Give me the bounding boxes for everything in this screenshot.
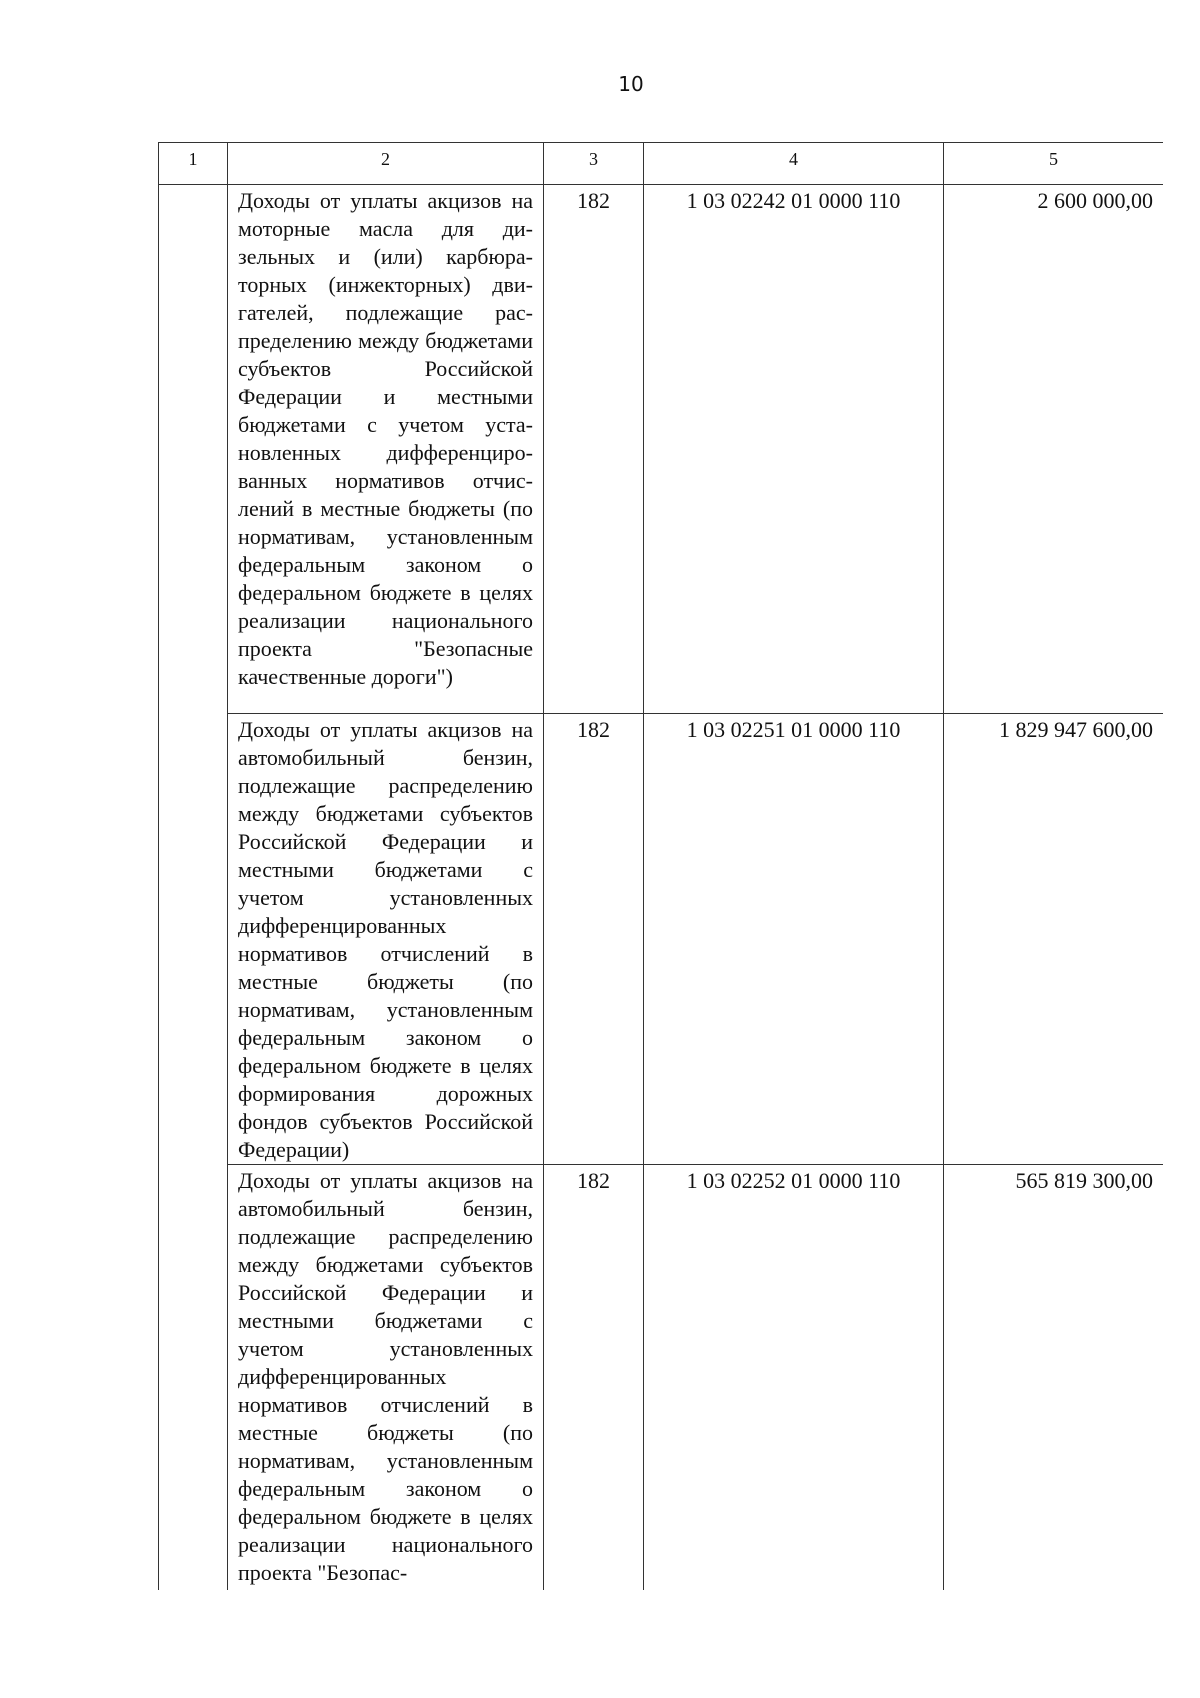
amount: 2 600 000,00 <box>944 185 1164 714</box>
header-col-1: 1 <box>159 143 228 185</box>
table-row <box>159 1165 1164 1591</box>
admin-code: 182 <box>544 185 644 714</box>
table-row <box>159 185 1164 714</box>
amount: 1 829 947 600,00 <box>944 714 1164 1165</box>
page-number: 10 <box>618 72 644 96</box>
budget-classification-code: 1 03 02251 01 0000 110 <box>644 714 944 1165</box>
header-col-3: 3 <box>544 143 644 185</box>
amount: 565 819 300,00 <box>944 1165 1164 1591</box>
row-number-cell <box>159 185 228 1591</box>
income-description: Доходы от уплаты акцизов на автомобильный бензин, подлежащие распределению между бюджетами субъектов Российской Федерации и местными бюджетами с учетом установленных дифференцированных нормативов отчислений в местные бюджеты (по нормативам, установленным федеральным законом о федеральном бюджете в целях реализации национального проекта "Безопас- <box>228 1165 544 1591</box>
admin-code: 182 <box>544 1165 644 1591</box>
revenue-table-container <box>158 142 1163 1590</box>
income-description: Доходы от уплаты акцизов на автомобильный бензин, подлежащие распределению между бюджетами субъектов Российской Федерации и местными бюджетами с учетом установленных дифференцированных нормативов отчислений в местные бюджеты (по нормативам, установленным федеральным законом о федеральном бюджете в целях формирования дорожных фондов субъектов Российской Федерации) <box>228 714 544 1165</box>
admin-code: 182 <box>544 714 644 1165</box>
budget-classification-code: 1 03 02252 01 0000 110 <box>644 1165 944 1591</box>
income-description: Доходы от уплаты акцизов на моторные масла для дизельных и (или) карбюраторных (инжекторных) двигателей, подлежащие распределению между бюджетами субъектов Российской Федерации и местными бюджетами с учетом установленных дифференцированных нормативов отчислений в местные бюджеты (по нормативам, установленным федеральным законом о федеральном бюджете в целях реализации национального проекта "Безопасные качественные дороги") <box>228 185 544 714</box>
header-col-5: 5 <box>944 143 1164 185</box>
header-col-4: 4 <box>644 143 944 185</box>
table-row <box>159 714 1164 1165</box>
revenue-table <box>158 142 1163 1590</box>
budget-classification-code: 1 03 02242 01 0000 110 <box>644 185 944 714</box>
header-col-2: 2 <box>228 143 544 185</box>
table-header-row <box>159 143 1164 185</box>
